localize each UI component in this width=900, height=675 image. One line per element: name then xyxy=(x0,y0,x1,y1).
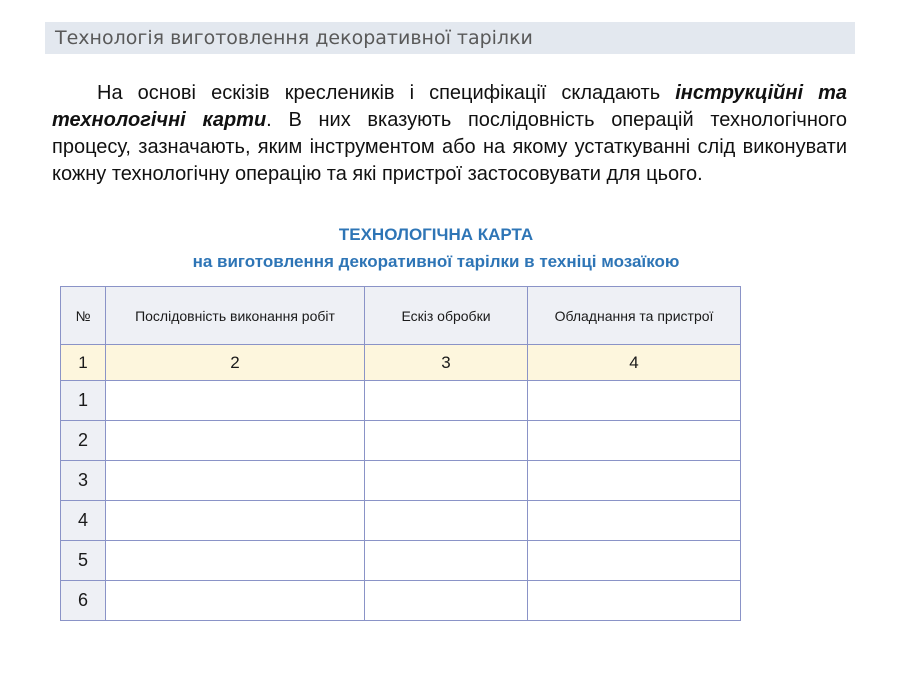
column-number-row xyxy=(61,345,741,381)
table-cell xyxy=(365,501,528,541)
slide-title: Технологія виготовлення декоративної тарілки xyxy=(45,22,855,54)
table-cell xyxy=(528,501,741,541)
table-cell xyxy=(106,541,365,581)
table-cell xyxy=(365,381,528,421)
row-number: 2 xyxy=(61,421,106,461)
table-cell xyxy=(106,421,365,461)
table-cell xyxy=(528,461,741,501)
column-number: 3 xyxy=(365,345,528,381)
table-cell xyxy=(106,461,365,501)
row-number: 5 xyxy=(61,541,106,581)
intro-paragraph xyxy=(52,80,847,188)
table-cell xyxy=(365,421,528,461)
table-cell xyxy=(106,581,365,621)
header-sketch: Ескіз обробки xyxy=(365,287,528,345)
table-cell xyxy=(365,541,528,581)
table-cell xyxy=(528,581,741,621)
table-cell xyxy=(528,421,741,461)
header-number: № xyxy=(61,287,106,345)
table-row xyxy=(61,421,741,461)
table-cell xyxy=(365,581,528,621)
column-number: 4 xyxy=(528,345,741,381)
row-number: 3 xyxy=(61,461,106,501)
column-number: 1 xyxy=(61,345,106,381)
row-number: 4 xyxy=(61,501,106,541)
table-header-row xyxy=(61,287,741,345)
header-sequence: Послідовність виконання робіт xyxy=(106,287,365,345)
technology-card-table xyxy=(60,286,741,621)
header-equipment: Обладнання та пристрої xyxy=(528,287,741,345)
paragraph-emphasis: інструкційні та технологічні карти xyxy=(52,82,847,131)
paragraph-part2: . В них вказують послідовність операцій технологічного процесу, зазначають, яким інструментом або на якому устаткуванні слід виконувати кожну технологічну операцію та які пристрої застосовувати для цього. xyxy=(52,109,848,185)
row-number: 6 xyxy=(61,581,106,621)
card-title: ТЕХНОЛОГІЧНА КАРТА xyxy=(338,225,534,244)
table-row xyxy=(61,581,741,621)
table-cell xyxy=(106,381,365,421)
table-cell xyxy=(528,381,741,421)
card-subtitle: на виготовлення декоративної тарілки в техніці мозаїкою xyxy=(192,252,680,271)
row-number: 1 xyxy=(61,381,106,421)
table-row xyxy=(61,381,741,421)
table-row xyxy=(61,461,741,501)
table-cell xyxy=(365,461,528,501)
table-cell xyxy=(528,541,741,581)
paragraph-part1: На основі ескізів креслеників і специфікації складають xyxy=(97,82,676,104)
table-row xyxy=(61,501,741,541)
table-cell xyxy=(106,501,365,541)
table-row xyxy=(61,541,741,581)
column-number: 2 xyxy=(106,345,365,381)
